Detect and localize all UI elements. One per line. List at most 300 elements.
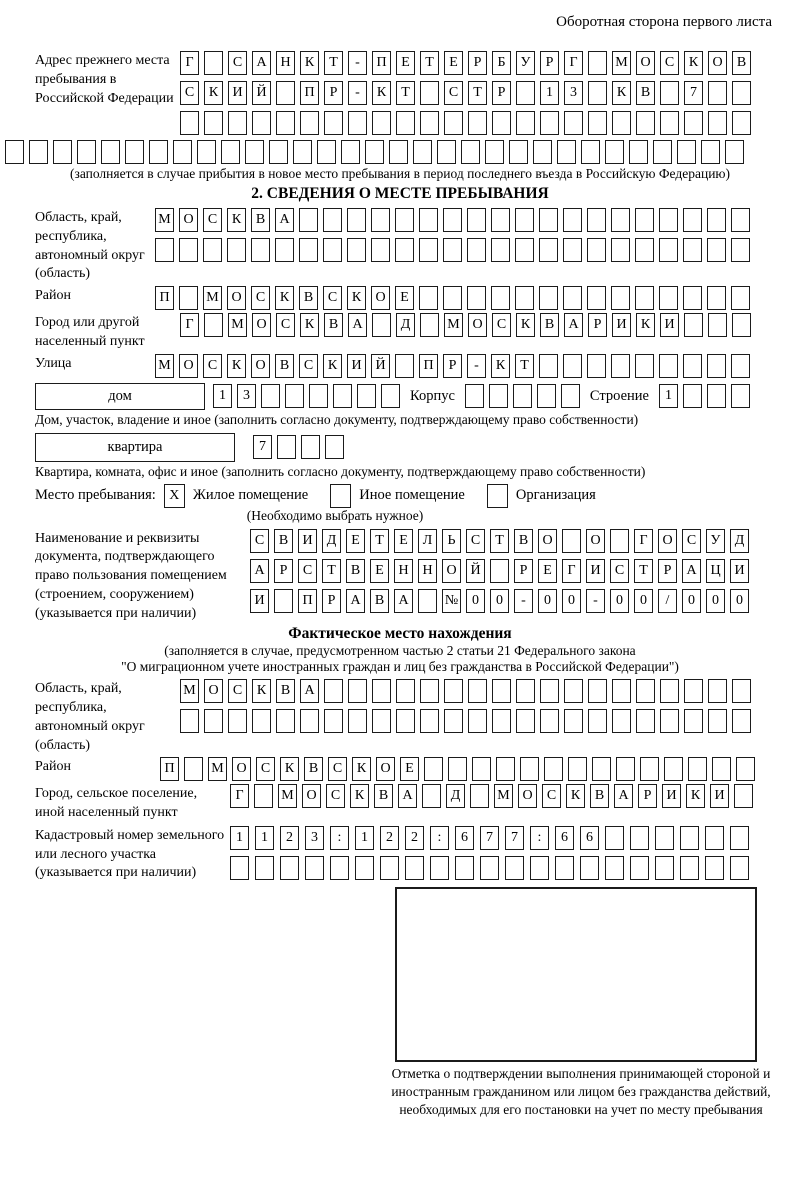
char-cell[interactable] [443, 208, 462, 232]
char-cell[interactable] [461, 140, 480, 164]
char-cell[interactable]: Е [394, 529, 413, 553]
char-cell[interactable]: : [530, 826, 549, 850]
char-cell[interactable] [563, 238, 582, 262]
char-cell[interactable] [490, 559, 509, 583]
char-cell[interactable]: К [300, 51, 319, 75]
char-cell[interactable] [707, 384, 726, 408]
char-cell[interactable]: В [304, 757, 323, 781]
char-cell[interactable] [179, 286, 198, 310]
char-cell[interactable]: Р [322, 589, 341, 613]
char-cell[interactable]: Й [466, 559, 485, 583]
char-cell[interactable] [537, 384, 556, 408]
char-cell[interactable]: О [179, 354, 198, 378]
char-cell[interactable]: М [208, 757, 227, 781]
char-cell[interactable]: № [442, 589, 461, 613]
char-cell[interactable] [580, 856, 599, 880]
char-cell[interactable] [509, 140, 528, 164]
char-cell[interactable]: А [275, 208, 294, 232]
char-cell[interactable]: С [682, 529, 701, 553]
char-cell[interactable]: К [612, 81, 631, 105]
char-cell[interactable] [635, 238, 654, 262]
char-cell[interactable] [323, 238, 342, 262]
char-cell[interactable] [659, 238, 678, 262]
char-cell[interactable]: П [160, 757, 179, 781]
char-cell[interactable] [405, 856, 424, 880]
char-cell[interactable] [605, 826, 624, 850]
char-cell[interactable] [492, 111, 511, 135]
char-cell[interactable] [588, 111, 607, 135]
char-cell[interactable]: В [275, 354, 294, 378]
char-cell[interactable] [707, 354, 726, 378]
char-cell[interactable]: Ц [706, 559, 725, 583]
char-cell[interactable]: - [348, 81, 367, 105]
char-cell[interactable]: 1 [540, 81, 559, 105]
char-cell[interactable]: К [275, 286, 294, 310]
char-cell[interactable] [491, 208, 510, 232]
char-cell[interactable] [348, 111, 367, 135]
char-cell[interactable] [731, 354, 750, 378]
char-cell[interactable]: И [660, 313, 679, 337]
char-cell[interactable]: П [155, 286, 174, 310]
char-cell[interactable] [564, 111, 583, 135]
char-cell[interactable] [468, 111, 487, 135]
char-cell[interactable] [155, 238, 174, 262]
char-cell[interactable] [705, 856, 724, 880]
char-cell[interactable]: В [732, 51, 751, 75]
char-cell[interactable]: М [612, 51, 631, 75]
char-cell[interactable] [173, 140, 192, 164]
char-cell[interactable] [455, 856, 474, 880]
char-cell[interactable] [419, 286, 438, 310]
char-cell[interactable]: Т [515, 354, 534, 378]
char-cell[interactable] [372, 111, 391, 135]
char-cell[interactable]: 0 [466, 589, 485, 613]
char-cell[interactable] [640, 757, 659, 781]
char-cell[interactable]: 1 [230, 826, 249, 850]
char-cell[interactable]: У [516, 51, 535, 75]
char-cell[interactable] [465, 384, 484, 408]
char-cell[interactable]: Д [446, 784, 465, 808]
char-cell[interactable] [396, 709, 415, 733]
char-cell[interactable] [197, 140, 216, 164]
char-cell[interactable] [629, 140, 648, 164]
char-cell[interactable]: Т [324, 51, 343, 75]
char-cell[interactable]: В [299, 286, 318, 310]
char-cell[interactable]: Т [420, 51, 439, 75]
char-cell[interactable] [77, 140, 96, 164]
char-cell[interactable] [299, 208, 318, 232]
char-cell[interactable] [492, 709, 511, 733]
char-cell[interactable] [731, 238, 750, 262]
char-cell[interactable]: Е [538, 559, 557, 583]
char-cell[interactable]: 7 [253, 435, 272, 459]
char-cell[interactable]: О [636, 51, 655, 75]
char-cell[interactable] [730, 856, 749, 880]
char-cell[interactable] [254, 784, 273, 808]
char-cell[interactable]: О [658, 529, 677, 553]
char-cell[interactable] [317, 140, 336, 164]
char-cell[interactable]: В [540, 313, 559, 337]
char-cell[interactable] [472, 757, 491, 781]
char-cell[interactable] [125, 140, 144, 164]
char-cell[interactable] [492, 679, 511, 703]
char-cell[interactable]: М [155, 354, 174, 378]
char-cell[interactable]: Е [444, 51, 463, 75]
char-cell[interactable] [203, 238, 222, 262]
char-cell[interactable]: 0 [730, 589, 749, 613]
char-cell[interactable] [513, 384, 532, 408]
char-cell[interactable] [587, 208, 606, 232]
char-cell[interactable]: С [256, 757, 275, 781]
char-cell[interactable] [276, 81, 295, 105]
char-cell[interactable]: Р [324, 81, 343, 105]
char-cell[interactable] [587, 286, 606, 310]
char-cell[interactable] [184, 757, 203, 781]
char-cell[interactable] [587, 238, 606, 262]
char-cell[interactable]: К [491, 354, 510, 378]
char-cell[interactable]: Г [180, 51, 199, 75]
char-cell[interactable] [101, 140, 120, 164]
char-cell[interactable] [333, 384, 352, 408]
char-cell[interactable]: 6 [580, 826, 599, 850]
char-cell[interactable]: 0 [538, 589, 557, 613]
checkbox-other-premises[interactable] [330, 484, 351, 508]
char-cell[interactable]: Д [322, 529, 341, 553]
char-cell[interactable] [660, 111, 679, 135]
char-cell[interactable] [731, 286, 750, 310]
char-cell[interactable] [389, 140, 408, 164]
char-cell[interactable] [395, 354, 414, 378]
char-cell[interactable] [655, 856, 674, 880]
char-cell[interactable] [261, 384, 280, 408]
char-cell[interactable]: Р [274, 559, 293, 583]
char-cell[interactable] [708, 313, 727, 337]
char-cell[interactable]: : [330, 826, 349, 850]
char-cell[interactable] [539, 354, 558, 378]
char-cell[interactable] [395, 238, 414, 262]
char-cell[interactable]: 1 [355, 826, 374, 850]
char-cell[interactable] [563, 354, 582, 378]
char-cell[interactable] [396, 679, 415, 703]
char-cell[interactable] [592, 757, 611, 781]
char-cell[interactable] [707, 286, 726, 310]
char-cell[interactable] [684, 313, 703, 337]
char-cell[interactable]: У [706, 529, 725, 553]
char-cell[interactable]: В [590, 784, 609, 808]
char-cell[interactable] [341, 140, 360, 164]
char-cell[interactable] [635, 354, 654, 378]
char-cell[interactable]: 3 [305, 826, 324, 850]
char-cell[interactable]: П [298, 589, 317, 613]
char-cell[interactable] [630, 826, 649, 850]
char-cell[interactable]: Й [371, 354, 390, 378]
char-cell[interactable] [309, 384, 328, 408]
char-cell[interactable]: Р [492, 81, 511, 105]
char-cell[interactable]: А [252, 51, 271, 75]
char-cell[interactable]: 1 [213, 384, 232, 408]
char-cell[interactable]: А [348, 313, 367, 337]
char-cell[interactable]: В [374, 784, 393, 808]
char-cell[interactable] [347, 238, 366, 262]
char-cell[interactable]: Т [322, 559, 341, 583]
char-cell[interactable] [515, 286, 534, 310]
char-cell[interactable] [611, 238, 630, 262]
char-cell[interactable] [683, 286, 702, 310]
char-cell[interactable]: 2 [405, 826, 424, 850]
char-cell[interactable] [424, 757, 443, 781]
char-cell[interactable] [221, 140, 240, 164]
char-cell[interactable] [664, 757, 683, 781]
char-cell[interactable] [245, 140, 264, 164]
char-cell[interactable]: 1 [659, 384, 678, 408]
char-cell[interactable] [255, 856, 274, 880]
char-cell[interactable] [730, 826, 749, 850]
char-cell[interactable] [564, 709, 583, 733]
char-cell[interactable]: П [300, 81, 319, 105]
char-cell[interactable] [300, 111, 319, 135]
char-cell[interactable]: Г [230, 784, 249, 808]
char-cell[interactable]: К [372, 81, 391, 105]
char-cell[interactable]: Й [252, 81, 271, 105]
char-cell[interactable]: 0 [562, 589, 581, 613]
char-cell[interactable]: В [346, 559, 365, 583]
char-cell[interactable] [420, 679, 439, 703]
char-cell[interactable] [420, 709, 439, 733]
char-cell[interactable]: С [492, 313, 511, 337]
char-cell[interactable]: Р [658, 559, 677, 583]
char-cell[interactable] [688, 757, 707, 781]
char-cell[interactable] [395, 208, 414, 232]
char-cell[interactable] [470, 784, 489, 808]
char-cell[interactable]: С [298, 559, 317, 583]
char-cell[interactable] [539, 238, 558, 262]
char-cell[interactable]: С [323, 286, 342, 310]
char-cell[interactable] [396, 111, 415, 135]
char-cell[interactable] [496, 757, 515, 781]
char-cell[interactable] [611, 354, 630, 378]
char-cell[interactable] [611, 286, 630, 310]
char-cell[interactable]: С [180, 81, 199, 105]
char-cell[interactable]: И [662, 784, 681, 808]
char-cell[interactable]: А [614, 784, 633, 808]
char-cell[interactable]: О [708, 51, 727, 75]
char-cell[interactable] [357, 384, 376, 408]
char-cell[interactable] [587, 354, 606, 378]
char-cell[interactable]: К [300, 313, 319, 337]
char-cell[interactable] [683, 354, 702, 378]
char-cell[interactable]: К [686, 784, 705, 808]
char-cell[interactable] [467, 208, 486, 232]
char-cell[interactable]: С [299, 354, 318, 378]
char-cell[interactable] [180, 111, 199, 135]
char-cell[interactable] [731, 208, 750, 232]
char-cell[interactable] [516, 709, 535, 733]
char-cell[interactable] [381, 384, 400, 408]
char-cell[interactable]: Г [564, 51, 583, 75]
char-cell[interactable]: К [636, 313, 655, 337]
char-cell[interactable] [544, 757, 563, 781]
char-cell[interactable]: С [466, 529, 485, 553]
char-cell[interactable] [563, 208, 582, 232]
char-cell[interactable] [610, 529, 629, 553]
char-cell[interactable] [660, 679, 679, 703]
char-cell[interactable] [300, 709, 319, 733]
char-cell[interactable]: Д [396, 313, 415, 337]
char-cell[interactable]: 2 [280, 826, 299, 850]
char-cell[interactable]: 0 [490, 589, 509, 613]
char-cell[interactable] [276, 111, 295, 135]
char-cell[interactable] [228, 709, 247, 733]
char-cell[interactable] [280, 856, 299, 880]
char-cell[interactable]: М [494, 784, 513, 808]
char-cell[interactable]: В [370, 589, 389, 613]
char-cell[interactable] [568, 757, 587, 781]
char-cell[interactable]: И [228, 81, 247, 105]
char-cell[interactable] [588, 81, 607, 105]
char-cell[interactable]: С [203, 208, 222, 232]
char-cell[interactable]: М [155, 208, 174, 232]
char-cell[interactable]: 0 [610, 589, 629, 613]
char-cell[interactable]: С [228, 51, 247, 75]
char-cell[interactable]: Г [634, 529, 653, 553]
char-cell[interactable]: О [376, 757, 395, 781]
char-cell[interactable]: М [228, 313, 247, 337]
char-cell[interactable] [680, 826, 699, 850]
char-cell[interactable] [467, 238, 486, 262]
char-cell[interactable]: С [328, 757, 347, 781]
char-cell[interactable]: Р [540, 51, 559, 75]
char-cell[interactable]: М [203, 286, 222, 310]
char-cell[interactable] [372, 313, 391, 337]
char-cell[interactable] [636, 679, 655, 703]
char-cell[interactable] [636, 709, 655, 733]
char-cell[interactable] [712, 757, 731, 781]
char-cell[interactable] [732, 111, 751, 135]
char-cell[interactable]: А [346, 589, 365, 613]
char-cell[interactable] [485, 140, 504, 164]
char-cell[interactable]: С [203, 354, 222, 378]
char-cell[interactable] [653, 140, 672, 164]
char-cell[interactable] [707, 238, 726, 262]
char-cell[interactable] [204, 313, 223, 337]
char-cell[interactable]: В [274, 529, 293, 553]
char-cell[interactable]: В [324, 313, 343, 337]
char-cell[interactable]: И [347, 354, 366, 378]
char-cell[interactable] [285, 384, 304, 408]
char-cell[interactable]: 0 [706, 589, 725, 613]
char-cell[interactable] [372, 709, 391, 733]
char-cell[interactable] [732, 81, 751, 105]
char-cell[interactable]: К [516, 313, 535, 337]
char-cell[interactable]: С [250, 529, 269, 553]
char-cell[interactable] [355, 856, 374, 880]
char-cell[interactable]: К [227, 208, 246, 232]
char-cell[interactable] [5, 140, 24, 164]
char-cell[interactable]: О [518, 784, 537, 808]
char-cell[interactable] [684, 709, 703, 733]
char-cell[interactable]: К [252, 679, 271, 703]
char-cell[interactable]: А [300, 679, 319, 703]
char-cell[interactable] [660, 81, 679, 105]
char-cell[interactable] [612, 679, 631, 703]
char-cell[interactable] [443, 238, 462, 262]
char-cell[interactable] [252, 111, 271, 135]
char-cell[interactable]: И [250, 589, 269, 613]
char-cell[interactable]: Р [638, 784, 657, 808]
char-cell[interactable]: К [350, 784, 369, 808]
char-cell[interactable] [680, 856, 699, 880]
char-cell[interactable] [630, 856, 649, 880]
char-cell[interactable] [562, 529, 581, 553]
char-cell[interactable] [588, 51, 607, 75]
char-cell[interactable]: Н [418, 559, 437, 583]
char-cell[interactable] [540, 679, 559, 703]
char-cell[interactable]: К [280, 757, 299, 781]
char-cell[interactable]: Е [396, 51, 415, 75]
char-cell[interactable] [347, 208, 366, 232]
char-cell[interactable] [448, 757, 467, 781]
char-cell[interactable] [251, 238, 270, 262]
char-cell[interactable]: И [612, 313, 631, 337]
char-cell[interactable] [275, 238, 294, 262]
char-cell[interactable]: С [542, 784, 561, 808]
char-cell[interactable]: Б [492, 51, 511, 75]
char-cell[interactable] [684, 111, 703, 135]
char-cell[interactable] [437, 140, 456, 164]
char-cell[interactable] [204, 111, 223, 135]
char-cell[interactable] [276, 709, 295, 733]
char-cell[interactable]: В [636, 81, 655, 105]
char-cell[interactable] [180, 709, 199, 733]
char-cell[interactable] [419, 208, 438, 232]
char-cell[interactable] [655, 826, 674, 850]
char-cell[interactable]: 7 [684, 81, 703, 105]
char-cell[interactable]: : [430, 826, 449, 850]
char-cell[interactable]: Т [490, 529, 509, 553]
char-cell[interactable]: А [394, 589, 413, 613]
char-cell[interactable]: - [467, 354, 486, 378]
char-cell[interactable]: И [730, 559, 749, 583]
char-cell[interactable] [228, 111, 247, 135]
char-cell[interactable]: 0 [682, 589, 701, 613]
char-cell[interactable] [520, 757, 539, 781]
char-cell[interactable] [489, 384, 508, 408]
char-cell[interactable]: Е [370, 559, 389, 583]
char-cell[interactable]: М [180, 679, 199, 703]
char-cell[interactable] [539, 286, 558, 310]
checkbox-residential[interactable]: X [164, 484, 185, 508]
char-cell[interactable]: / [658, 589, 677, 613]
char-cell[interactable]: С [660, 51, 679, 75]
char-cell[interactable]: С [251, 286, 270, 310]
char-cell[interactable] [422, 784, 441, 808]
char-cell[interactable]: 7 [505, 826, 524, 850]
char-cell[interactable] [365, 140, 384, 164]
char-cell[interactable] [277, 435, 296, 459]
char-cell[interactable] [605, 856, 624, 880]
char-cell[interactable]: К [684, 51, 703, 75]
char-cell[interactable]: 3 [564, 81, 583, 105]
char-cell[interactable]: О [302, 784, 321, 808]
char-cell[interactable]: Г [180, 313, 199, 337]
char-cell[interactable] [299, 238, 318, 262]
char-cell[interactable]: К [347, 286, 366, 310]
char-cell[interactable] [612, 709, 631, 733]
char-cell[interactable] [325, 435, 344, 459]
char-cell[interactable]: О [252, 313, 271, 337]
char-cell[interactable]: О [251, 354, 270, 378]
char-cell[interactable]: С [228, 679, 247, 703]
